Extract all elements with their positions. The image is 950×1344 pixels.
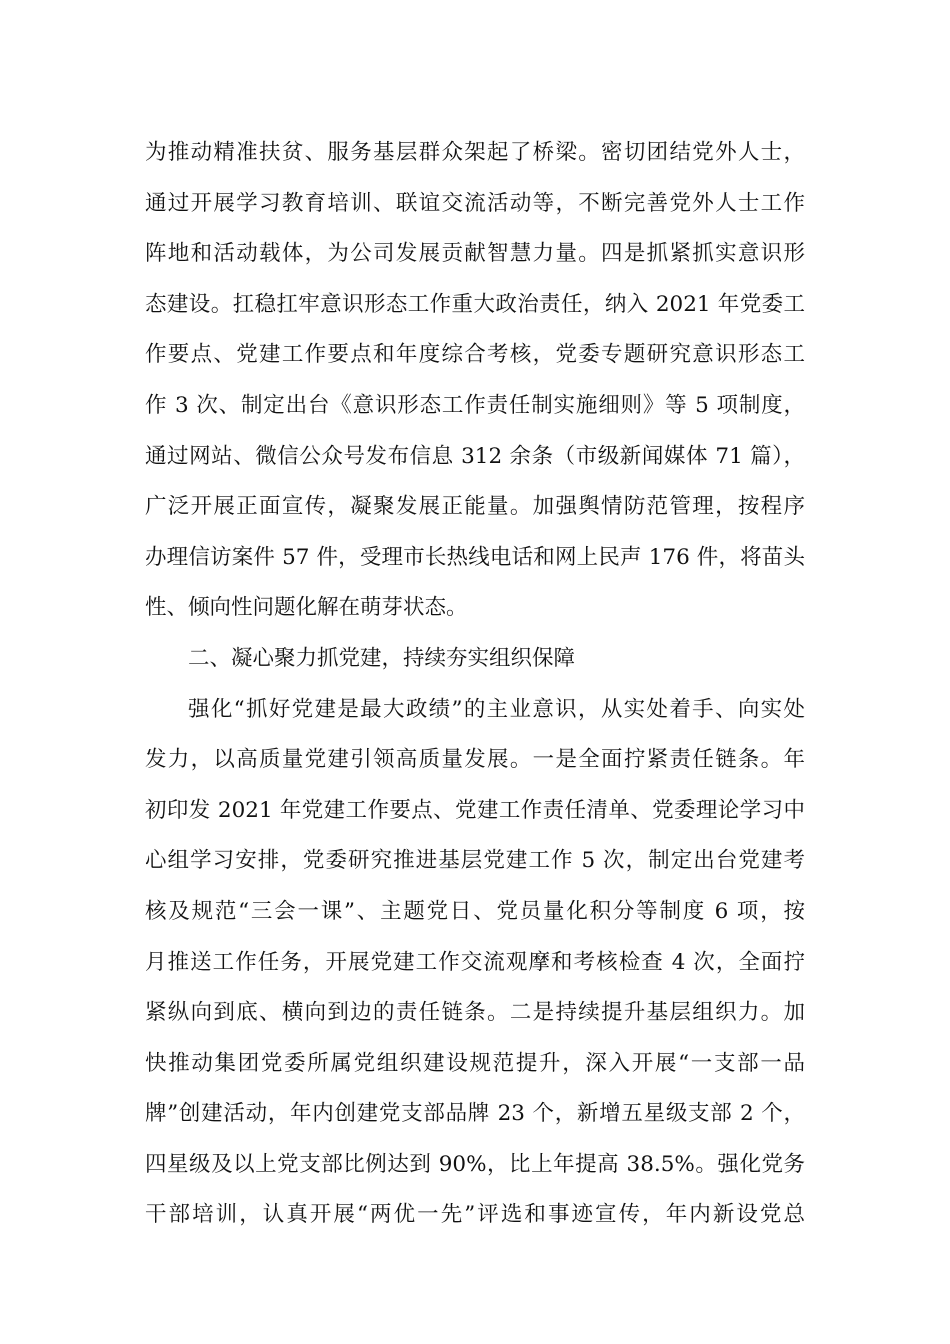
paragraph-1 bbox=[145, 128, 805, 634]
text-line: 作 3 次、制定出台《意识形态工作责任制实施细则》等 5 项制度， bbox=[145, 392, 805, 418]
text-line: 通过开展学习教育培训、联谊交流活动等，不断完善党外人士工作 bbox=[145, 190, 805, 216]
text-line: 四星级及以上党支部比例达到 90%，比上年提高 38.5%。强化党务 bbox=[145, 1151, 805, 1177]
text-line: 月推送工作任务，开展党建工作交流观摩和考核检查 4 次，全面拧 bbox=[145, 949, 805, 975]
text-line: 为推动精准扶贫、服务基层群众架起了桥梁。密切团结党外人士， bbox=[145, 140, 805, 165]
text-line: 阵地和活动载体，为公司发展贡献智慧力量。四是抓紧抓实意识形 bbox=[145, 241, 805, 267]
text-line: 作要点、党建工作要点和年度综合考核，党委专题研究意识形态工 bbox=[145, 342, 805, 368]
text-line: 核及规范“三会一课”、主题党日、党员量化积分等制度 6 项，按 bbox=[145, 898, 805, 924]
paragraph-2 bbox=[145, 685, 805, 1242]
text-line: 发力，以高质量党建引领高质量发展。一是全面拧紧责任链条。年 bbox=[145, 747, 805, 773]
text-line: 性、倾向性问题化解在萌芽状态。 bbox=[145, 595, 468, 621]
text-line: 强化“抓好党建是最大政绩”的主业意识，从实处着手、向实处 bbox=[188, 696, 805, 722]
text-line: 牌”创建活动，年内创建党支部品牌 23 个，新增五星级支部 2 个， bbox=[145, 1101, 805, 1127]
text-line: 快推动集团党委所属党组织建设规范提升，深入开展“一支部一品 bbox=[145, 1050, 805, 1076]
text-line: 通过网站、微信公众号发布信息 312 余条（市级新闻媒体 71 篇）， bbox=[145, 443, 805, 469]
text-line: 紧纵向到底、横向到边的责任链条。二是持续提升基层组织力。加 bbox=[145, 1000, 805, 1026]
text-line: 广泛开展正面宣传，凝聚发展正能量。加强舆情防范管理，按程序 bbox=[145, 494, 805, 520]
text-line: 初印发 2021 年党建工作要点、党建工作责任清单、党委理论学习中 bbox=[145, 797, 805, 823]
text-line: 办理信访案件 57 件，受理市长热线电话和网上民声 176 件，将苗头 bbox=[145, 544, 805, 570]
text-line: 态建设。扛稳扛牢意识形态工作重大政治责任，纳入 2021 年党委工 bbox=[145, 291, 805, 317]
document-body bbox=[145, 128, 805, 1241]
text-line: 干部培训，认真开展“两优一先”评选和事迹宣传，年内新设党总 bbox=[145, 1202, 805, 1228]
section-heading: 二、凝心聚力抓党建，持续夯实组织保障 bbox=[188, 645, 576, 671]
text-line: 心组学习安排，党委研究推进基层党建工作 5 次，制定出台党建考 bbox=[145, 848, 805, 874]
